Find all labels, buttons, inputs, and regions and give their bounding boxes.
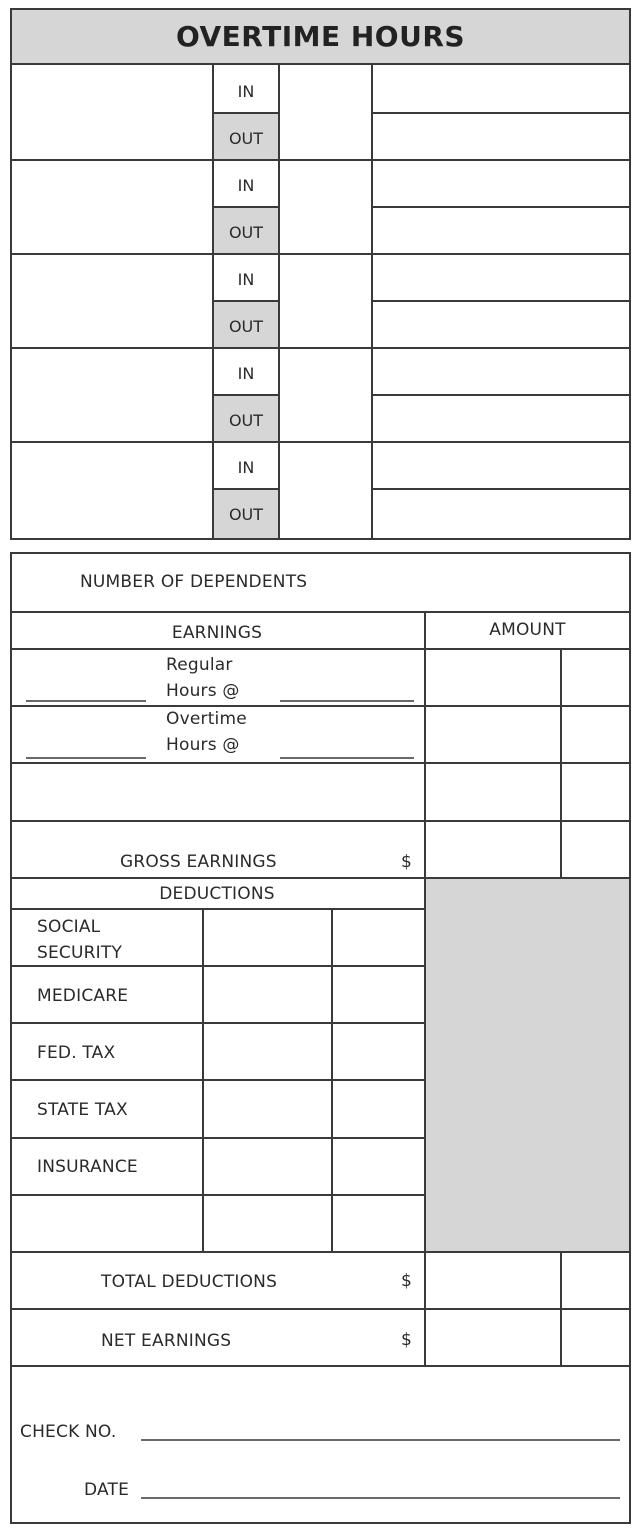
inout-split-3a [212, 300, 280, 302]
inout-split-3b [371, 300, 631, 302]
deduction-medicare: MEDICARE [37, 986, 129, 1006]
out-label-4: OUT [228, 411, 264, 430]
overtime-section [10, 8, 631, 540]
in-label-5: IN [237, 458, 255, 477]
ded-row-divider-4 [10, 1137, 425, 1139]
deductions-header-divider [10, 908, 425, 910]
earnings-header: EARNINGS [171, 623, 263, 643]
check-no-blank[interactable] [141, 1439, 620, 1441]
inout-split-5b [371, 488, 631, 490]
dependents-divider [10, 611, 631, 613]
out-label-2: OUT [228, 223, 264, 242]
dependents-label: NUMBER OF DEPENDENTS [80, 572, 308, 592]
deduction-fed-tax: FED. TAX [37, 1043, 116, 1063]
ded-row-divider-5 [10, 1194, 425, 1196]
ded-bottom-divider [10, 1251, 631, 1253]
inout-split-5a [212, 488, 280, 490]
inout-split-4b [371, 394, 631, 396]
overtime-label-2: Hours @ [166, 735, 240, 755]
net-row-divider [10, 1365, 631, 1367]
gross-earnings-label: GROSS EARNINGS [120, 852, 277, 872]
ded-row-divider-3 [10, 1079, 425, 1081]
cents-col-line-bottom [560, 1251, 562, 1366]
net-earnings-label: NET EARNINGS [101, 1331, 232, 1351]
earnings-header-divider [10, 648, 631, 650]
in-label-3: IN [237, 270, 255, 289]
total-dollar-sign: $ [401, 1271, 413, 1291]
cents-col-line-top [560, 648, 562, 878]
overtime-label-1: Overtime [166, 709, 247, 729]
out-label-3: OUT [228, 317, 264, 336]
inout-split-1b [371, 112, 631, 114]
overtime-row-divider [10, 762, 631, 764]
in-label-2: IN [237, 176, 255, 195]
gross-dollar-sign: $ [401, 852, 413, 872]
blank-row-divider [10, 820, 631, 822]
day-divider-1 [10, 159, 631, 161]
ded-col-line-2 [331, 908, 333, 1252]
out-label-1: OUT [228, 129, 264, 148]
overtime-title: OVERTIME HOURS [175, 20, 466, 53]
day-divider-2 [10, 253, 631, 255]
ded-col-line-1 [202, 908, 204, 1252]
deduction-state-tax: STATE TAX [37, 1100, 128, 1120]
deduction-insurance: INSURANCE [37, 1157, 138, 1177]
inout-split-1a [212, 112, 280, 114]
check-no-label: CHECK NO. [20, 1422, 117, 1442]
title-divider [10, 63, 631, 65]
inout-split-2b [371, 206, 631, 208]
ot-col-line-3 [371, 64, 373, 540]
regular-label-1: Regular [166, 655, 233, 675]
in-label-4: IN [237, 364, 255, 383]
regular-row-divider [10, 705, 631, 707]
inout-split-4a [212, 394, 280, 396]
inout-split-2a [212, 206, 280, 208]
net-dollar-sign: $ [401, 1330, 413, 1350]
overtime-hours-blank[interactable] [26, 757, 146, 759]
day-divider-4 [10, 441, 631, 443]
regular-label-2: Hours @ [166, 681, 240, 701]
total-row-divider [10, 1308, 631, 1310]
total-deductions-label: TOTAL DEDUCTIONS [101, 1272, 278, 1292]
amount-header: AMOUNT [489, 620, 566, 640]
ot-col-line-2 [278, 64, 280, 540]
deduction-social-security: SOCIAL SECURITY [37, 917, 123, 963]
regular-hours-blank[interactable] [26, 700, 146, 702]
ded-row-divider-2 [10, 1022, 425, 1024]
deductions-header: DEDUCTIONS [159, 884, 275, 904]
date-blank[interactable] [141, 1497, 620, 1499]
out-label-5: OUT [228, 505, 264, 524]
overtime-rate-blank[interactable] [280, 757, 414, 759]
gross-row-divider [10, 877, 631, 879]
deductions-shaded-area [425, 878, 629, 1252]
regular-rate-blank[interactable] [280, 700, 414, 702]
day-divider-3 [10, 347, 631, 349]
amount-col-line [424, 611, 426, 1366]
in-label-1: IN [237, 82, 255, 101]
date-label: DATE [84, 1480, 130, 1500]
